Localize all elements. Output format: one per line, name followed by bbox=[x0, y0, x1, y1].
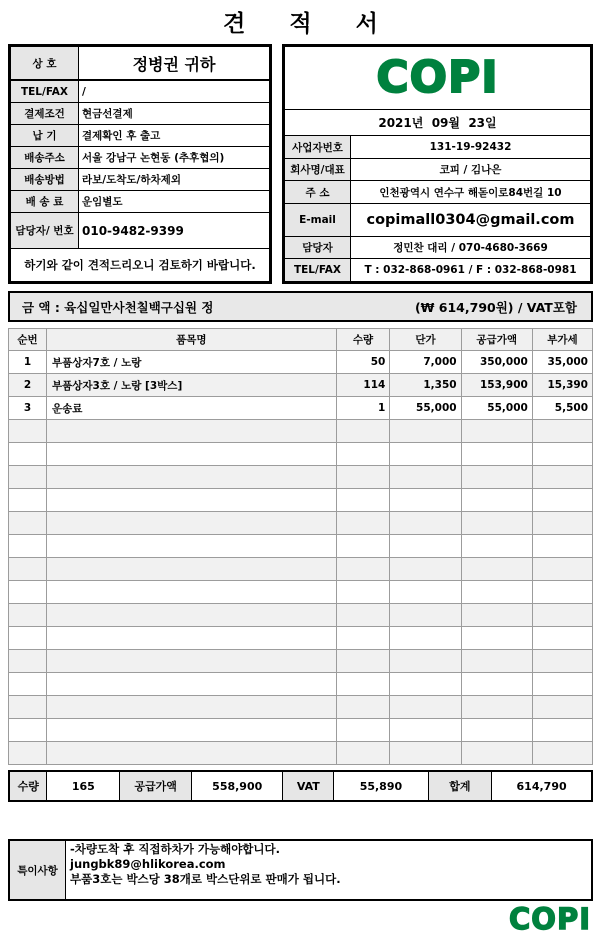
totals-row bbox=[9, 771, 592, 801]
empty-cell bbox=[46, 604, 336, 627]
supplier-table bbox=[284, 46, 591, 282]
empty-cell bbox=[336, 581, 390, 604]
table-row-empty bbox=[9, 742, 593, 765]
empty-cell bbox=[46, 558, 336, 581]
empty-cell bbox=[9, 489, 47, 512]
empty-cell bbox=[9, 512, 47, 535]
supplier-value: 코피 / 김나은 bbox=[351, 158, 591, 181]
empty-cell bbox=[46, 466, 336, 489]
empty-cell bbox=[532, 420, 592, 443]
table-row bbox=[9, 351, 593, 374]
item-unit-price: 1,350 bbox=[390, 374, 461, 397]
empty-cell bbox=[532, 558, 592, 581]
totals-vat-label: VAT bbox=[283, 771, 334, 801]
table-row bbox=[9, 374, 593, 397]
empty-cell bbox=[46, 627, 336, 650]
empty-cell bbox=[390, 443, 461, 466]
special-notes-content bbox=[66, 841, 591, 899]
special-notes-box bbox=[8, 839, 593, 901]
items-table bbox=[8, 328, 593, 765]
empty-cell bbox=[336, 604, 390, 627]
empty-cell bbox=[46, 443, 336, 466]
customer-label: 배 송 료 bbox=[11, 191, 79, 213]
table-row-empty bbox=[9, 420, 593, 443]
customer-value: 서울 강남구 논현동 (추후협의) bbox=[79, 147, 270, 169]
item-unit-price: 7,000 bbox=[390, 351, 461, 374]
customer-value: 결제확인 후 출고 bbox=[79, 125, 270, 147]
customer-value: 현금선결제 bbox=[79, 103, 270, 125]
empty-cell bbox=[336, 512, 390, 535]
empty-cell bbox=[461, 650, 532, 673]
item-no: 1 bbox=[9, 351, 47, 374]
supplier-row-address bbox=[285, 181, 591, 204]
top-section bbox=[8, 44, 593, 284]
items-header-row bbox=[9, 329, 593, 351]
customer-note-row bbox=[11, 249, 270, 282]
empty-cell bbox=[461, 604, 532, 627]
empty-cell bbox=[461, 696, 532, 719]
table-row-empty bbox=[9, 673, 593, 696]
customer-box bbox=[8, 44, 272, 284]
item-no: 2 bbox=[9, 374, 47, 397]
item-unit-price: 55,000 bbox=[390, 397, 461, 420]
empty-cell bbox=[532, 742, 592, 765]
empty-cell bbox=[336, 650, 390, 673]
empty-cell bbox=[336, 420, 390, 443]
customer-table bbox=[10, 46, 270, 282]
col-header-qty: 수량 bbox=[336, 329, 390, 351]
item-supply: 153,900 bbox=[461, 374, 532, 397]
empty-cell bbox=[532, 696, 592, 719]
totals-vat-value: 55,890 bbox=[334, 771, 428, 801]
table-row-empty bbox=[9, 696, 593, 719]
table-row-empty bbox=[9, 512, 593, 535]
empty-cell bbox=[461, 719, 532, 742]
copi-logo-footer: COPI bbox=[509, 902, 591, 936]
empty-cell bbox=[46, 650, 336, 673]
customer-label: TEL/FAX bbox=[11, 80, 79, 103]
empty-cell bbox=[9, 420, 47, 443]
supplier-label: E-mail bbox=[285, 203, 351, 236]
empty-cell bbox=[336, 443, 390, 466]
empty-cell bbox=[390, 742, 461, 765]
empty-cell bbox=[461, 489, 532, 512]
customer-value: / bbox=[79, 80, 270, 103]
empty-cell bbox=[461, 535, 532, 558]
empty-cell bbox=[461, 673, 532, 696]
item-vat: 15,390 bbox=[532, 374, 592, 397]
empty-cell bbox=[46, 535, 336, 558]
customer-label: 상 호 bbox=[11, 47, 79, 81]
item-vat: 35,000 bbox=[532, 351, 592, 374]
amount-in-words: 금 액 : 육십일만사천칠백구십원 정 bbox=[22, 299, 214, 315]
page-title: 견 적 서 bbox=[223, 11, 378, 37]
empty-cell bbox=[390, 696, 461, 719]
customer-row-fee bbox=[11, 191, 270, 213]
table-row-empty bbox=[9, 581, 593, 604]
col-header-supply: 공급가액 bbox=[461, 329, 532, 351]
customer-row-shop bbox=[11, 47, 270, 81]
empty-cell bbox=[532, 719, 592, 742]
totals-total-value: 614,790 bbox=[492, 771, 592, 801]
totals-total-label: 합계 bbox=[428, 771, 492, 801]
empty-cell bbox=[390, 535, 461, 558]
empty-cell bbox=[9, 742, 47, 765]
table-row bbox=[9, 397, 593, 420]
customer-row-payment bbox=[11, 103, 270, 125]
supplier-logo-row bbox=[285, 47, 591, 110]
empty-cell bbox=[46, 512, 336, 535]
empty-cell bbox=[461, 420, 532, 443]
supplier-value: T : 032-868-0961 / F : 032-868-0981 bbox=[351, 259, 591, 282]
empty-cell bbox=[9, 535, 47, 558]
empty-cell bbox=[336, 535, 390, 558]
item-name: 부품상자7호 / 노랑 bbox=[46, 351, 336, 374]
customer-label: 결제조건 bbox=[11, 103, 79, 125]
empty-cell bbox=[9, 650, 47, 673]
empty-cell bbox=[9, 443, 47, 466]
supplier-row-email bbox=[285, 203, 591, 236]
supplier-label: 회사명/대표 bbox=[285, 158, 351, 181]
empty-cell bbox=[532, 512, 592, 535]
empty-cell bbox=[461, 466, 532, 489]
empty-cell bbox=[532, 673, 592, 696]
empty-cell bbox=[532, 443, 592, 466]
item-qty: 1 bbox=[336, 397, 390, 420]
empty-cell bbox=[390, 673, 461, 696]
item-no: 3 bbox=[9, 397, 47, 420]
empty-cell bbox=[9, 627, 47, 650]
special-note-line: -차량도착 후 직접하차가 가능해야합니다. bbox=[70, 842, 281, 856]
customer-note: 하기와 같이 견적드리오니 검토하기 바랍니다. bbox=[11, 249, 270, 282]
totals-supply-label: 공급가액 bbox=[120, 771, 192, 801]
table-row-empty bbox=[9, 443, 593, 466]
copi-logo: COPI bbox=[376, 51, 499, 103]
empty-cell bbox=[336, 742, 390, 765]
empty-cell bbox=[9, 558, 47, 581]
supplier-box bbox=[282, 44, 593, 284]
totals-table bbox=[8, 770, 593, 802]
empty-cell bbox=[390, 581, 461, 604]
totals-qty-value: 165 bbox=[47, 771, 120, 801]
empty-cell bbox=[46, 673, 336, 696]
table-row-empty bbox=[9, 627, 593, 650]
supplier-label: 주 소 bbox=[285, 181, 351, 204]
empty-cell bbox=[336, 466, 390, 489]
customer-value: 010-9482-9399 bbox=[79, 213, 270, 249]
empty-cell bbox=[9, 719, 47, 742]
empty-cell bbox=[46, 489, 336, 512]
empty-cell bbox=[9, 581, 47, 604]
empty-cell bbox=[461, 558, 532, 581]
totals-qty-label: 수량 bbox=[9, 771, 47, 801]
quote-date: 2021년 09월 23일 bbox=[285, 109, 591, 136]
special-note-line: jungbk89@hlikorea.com bbox=[70, 856, 226, 871]
empty-cell bbox=[336, 719, 390, 742]
table-row-empty bbox=[9, 650, 593, 673]
supplier-logo-cell bbox=[285, 47, 591, 110]
supplier-value: 인천광역시 연수구 해돋이로84번길 10 bbox=[351, 181, 591, 204]
customer-label: 배송주소 bbox=[11, 147, 79, 169]
empty-cell bbox=[532, 581, 592, 604]
supplier-row-bizno bbox=[285, 136, 591, 159]
empty-cell bbox=[46, 742, 336, 765]
item-name: 운송료 bbox=[46, 397, 336, 420]
table-row-empty bbox=[9, 489, 593, 512]
col-header-vat: 부가세 bbox=[532, 329, 592, 351]
empty-cell bbox=[9, 604, 47, 627]
item-qty: 114 bbox=[336, 374, 390, 397]
empty-cell bbox=[532, 604, 592, 627]
customer-value: 라보/도착도/하차제외 bbox=[79, 169, 270, 191]
empty-cell bbox=[336, 489, 390, 512]
item-name: 부품상자3호 / 노랑 [3박스] bbox=[46, 374, 336, 397]
table-row-empty bbox=[9, 719, 593, 742]
customer-row-address bbox=[11, 147, 270, 169]
items-header bbox=[9, 329, 593, 351]
empty-cell bbox=[532, 650, 592, 673]
empty-cell bbox=[532, 627, 592, 650]
item-supply: 55,000 bbox=[461, 397, 532, 420]
empty-cell bbox=[461, 627, 532, 650]
supplier-value: 131-19-92432 bbox=[351, 136, 591, 159]
item-supply: 350,000 bbox=[461, 351, 532, 374]
customer-label: 납 기 bbox=[11, 125, 79, 147]
special-note-line: 부품3호는 박스당 38개로 박스단위로 판매가 됩니다. bbox=[70, 871, 341, 886]
empty-cell bbox=[461, 581, 532, 604]
col-header-unit-price: 단가 bbox=[390, 329, 461, 351]
item-vat: 5,500 bbox=[532, 397, 592, 420]
empty-cell bbox=[390, 466, 461, 489]
supplier-row-manager bbox=[285, 236, 591, 259]
amount-banner bbox=[8, 291, 593, 322]
table-row-empty bbox=[9, 535, 593, 558]
empty-cell bbox=[532, 466, 592, 489]
customer-value: 운임별도 bbox=[79, 191, 270, 213]
items-tbody bbox=[9, 351, 593, 765]
supplier-label: TEL/FAX bbox=[285, 259, 351, 282]
empty-cell bbox=[461, 742, 532, 765]
empty-cell bbox=[9, 696, 47, 719]
totals-supply-value: 558,900 bbox=[191, 771, 283, 801]
customer-row-method bbox=[11, 169, 270, 191]
supplier-row-telfax bbox=[285, 259, 591, 282]
empty-cell bbox=[336, 558, 390, 581]
customer-label: 배송방법 bbox=[11, 169, 79, 191]
empty-cell bbox=[461, 512, 532, 535]
table-row-empty bbox=[9, 466, 593, 489]
empty-cell bbox=[461, 443, 532, 466]
table-row-empty bbox=[9, 558, 593, 581]
footer bbox=[8, 902, 593, 936]
empty-cell bbox=[336, 696, 390, 719]
customer-label: 담당자/ 번호 bbox=[11, 213, 79, 249]
empty-cell bbox=[390, 719, 461, 742]
empty-cell bbox=[336, 673, 390, 696]
supplier-email: copimall0304@gmail.com bbox=[351, 203, 591, 236]
table-row-empty bbox=[9, 604, 593, 627]
customer-row-delivery-date bbox=[11, 125, 270, 147]
empty-cell bbox=[532, 489, 592, 512]
supplier-label: 사업자번호 bbox=[285, 136, 351, 159]
empty-cell bbox=[532, 535, 592, 558]
supplier-row-company bbox=[285, 158, 591, 181]
empty-cell bbox=[46, 420, 336, 443]
amount-numeric: (₩ 614,790원) / VAT포함 bbox=[414, 299, 577, 315]
item-qty: 50 bbox=[336, 351, 390, 374]
empty-cell bbox=[336, 627, 390, 650]
customer-row-telfax bbox=[11, 80, 270, 103]
empty-cell bbox=[390, 420, 461, 443]
supplier-label: 담당자 bbox=[285, 236, 351, 259]
supplier-date-row bbox=[285, 109, 591, 136]
empty-cell bbox=[390, 489, 461, 512]
empty-cell bbox=[46, 581, 336, 604]
col-header-name: 품목명 bbox=[46, 329, 336, 351]
col-header-no: 순번 bbox=[9, 329, 47, 351]
empty-cell bbox=[390, 558, 461, 581]
empty-cell bbox=[390, 627, 461, 650]
customer-value: 정병권 귀하 bbox=[79, 47, 270, 81]
empty-cell bbox=[390, 512, 461, 535]
supplier-value: 정민찬 대리 / 070-4680-3669 bbox=[351, 236, 591, 259]
empty-cell bbox=[390, 650, 461, 673]
special-notes-label: 특이사항 bbox=[10, 841, 66, 899]
empty-cell bbox=[9, 673, 47, 696]
empty-cell bbox=[390, 604, 461, 627]
empty-cell bbox=[9, 466, 47, 489]
empty-cell bbox=[46, 696, 336, 719]
empty-cell bbox=[46, 719, 336, 742]
customer-row-contact bbox=[11, 213, 270, 249]
